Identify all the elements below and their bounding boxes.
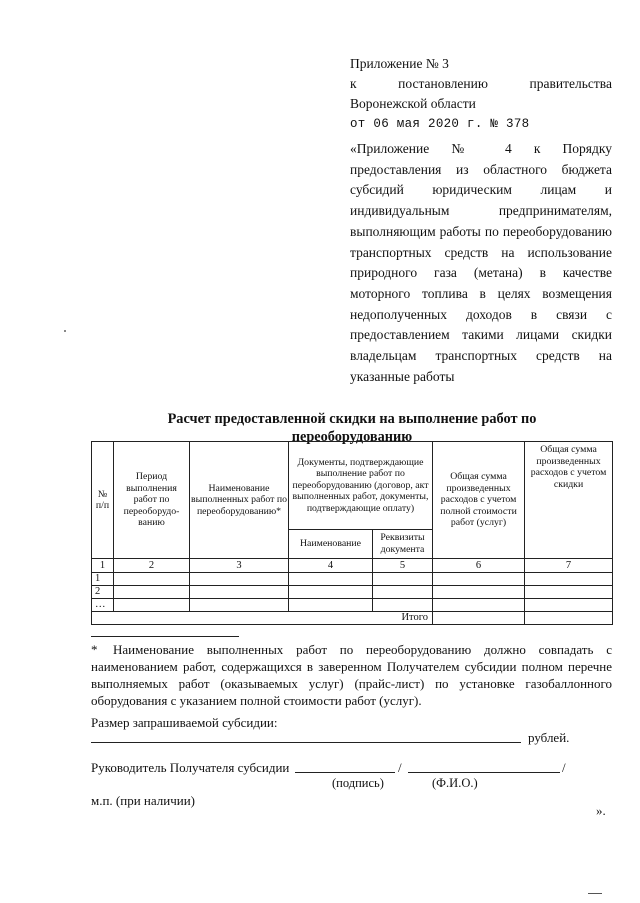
column-number: 1 [92, 559, 114, 573]
name-line[interactable] [408, 772, 560, 773]
signature-slash: / [398, 760, 402, 775]
header-documents: Документы, подтверждающие выполнение работ по переоборудованию (договор, акт выполненных работ, документы, подтверждающие оплату) [289, 442, 433, 530]
appendix-word-k: к [350, 76, 357, 91]
title-line-2: переоборудованию [291, 429, 413, 445]
reference-text: «Приложение № 4 к Порядку предоставления из областного бюджета субсидий юридическим лицам и индивидуальным предпринимателям, выполняющим работы по переоборудованию транспортных средств на использование природного газа (метана) в качестве моторного топлива в целях возмещения недополученных доходов в связи с предоставлением такими лицами скидки владельцам транспортных средств на указанные работы [350, 141, 612, 384]
footnote-text: Наименование выполненных работ по переоборудованию должно совпадать с наименованием работ, содержащихся в заверенном Получателем субсидии полном перечне выполняемых работ (оказываемых услуг) (прайс-лист) по установке газобаллонного оборудования с указанием полной стоимости работ (услуг). [91, 642, 612, 708]
row-number: 2 [92, 586, 114, 599]
subsidy-unit: рублей. [528, 730, 570, 745]
closing-quote: ». [596, 803, 606, 818]
row-number: 1 [92, 573, 114, 586]
footnote-divider [91, 636, 239, 637]
total-row [92, 612, 613, 625]
total-label: Итого [92, 612, 433, 625]
footnote [91, 641, 612, 709]
column-number: 4 [289, 559, 373, 573]
header-num: № п/п [92, 442, 114, 559]
stamp-label: м.п. (при наличии) [91, 793, 195, 808]
name-slash: / [562, 760, 566, 775]
header-work-name: Наименование выполненных работ по переоборудованию* [190, 442, 289, 559]
appendix-word-resolution: постановлению [398, 76, 488, 91]
appendix-header [350, 54, 612, 134]
subsidy-amount-line[interactable] [91, 742, 521, 743]
column-numbers-row [92, 559, 613, 573]
appendix-date-number: от 06 мая 2020 г. № 378 [350, 117, 530, 131]
table-row [92, 573, 613, 586]
head-label: Руководитель Получателя субсидии [91, 760, 290, 775]
header-doc-name: Наименование [289, 529, 373, 558]
appendix-number: Приложение № 3 [350, 56, 449, 71]
table-row [92, 586, 613, 599]
calculation-table [91, 441, 613, 625]
column-number: 5 [373, 559, 433, 573]
column-number: 6 [433, 559, 525, 573]
name-caption: (Ф.И.О.) [432, 776, 478, 790]
signature-caption: (подпись) [332, 776, 384, 790]
table-row [92, 599, 613, 612]
column-number: 7 [525, 559, 613, 573]
header-period: Период выполнения работ по переоборудо-ванию [114, 442, 190, 559]
subsidy-label: Размер запрашиваемой субсидии: [91, 715, 278, 730]
header-total-full: Общая сумма произведенных расходов с учетом полной стоимости работ (услуг) [433, 442, 525, 559]
appendix-resolution-line [350, 74, 612, 94]
column-number: 3 [190, 559, 289, 573]
scan-mark [588, 893, 602, 898]
column-number: 2 [114, 559, 190, 573]
signature-line[interactable] [295, 772, 395, 773]
header-doc-requisites: Реквизиты документа [373, 529, 433, 558]
footnote-star: * [91, 642, 98, 657]
title-line-1: Расчет предоставленной скидки на выполнение работ по [167, 411, 537, 427]
appendix-region: Воронежской области [350, 96, 476, 111]
header-total-discount: Общая сумма произведенных расходов с учетом скидки [525, 442, 613, 559]
appendix-word-government: правительства [529, 76, 612, 91]
scan-mark [64, 330, 66, 332]
row-number: … [92, 599, 114, 612]
